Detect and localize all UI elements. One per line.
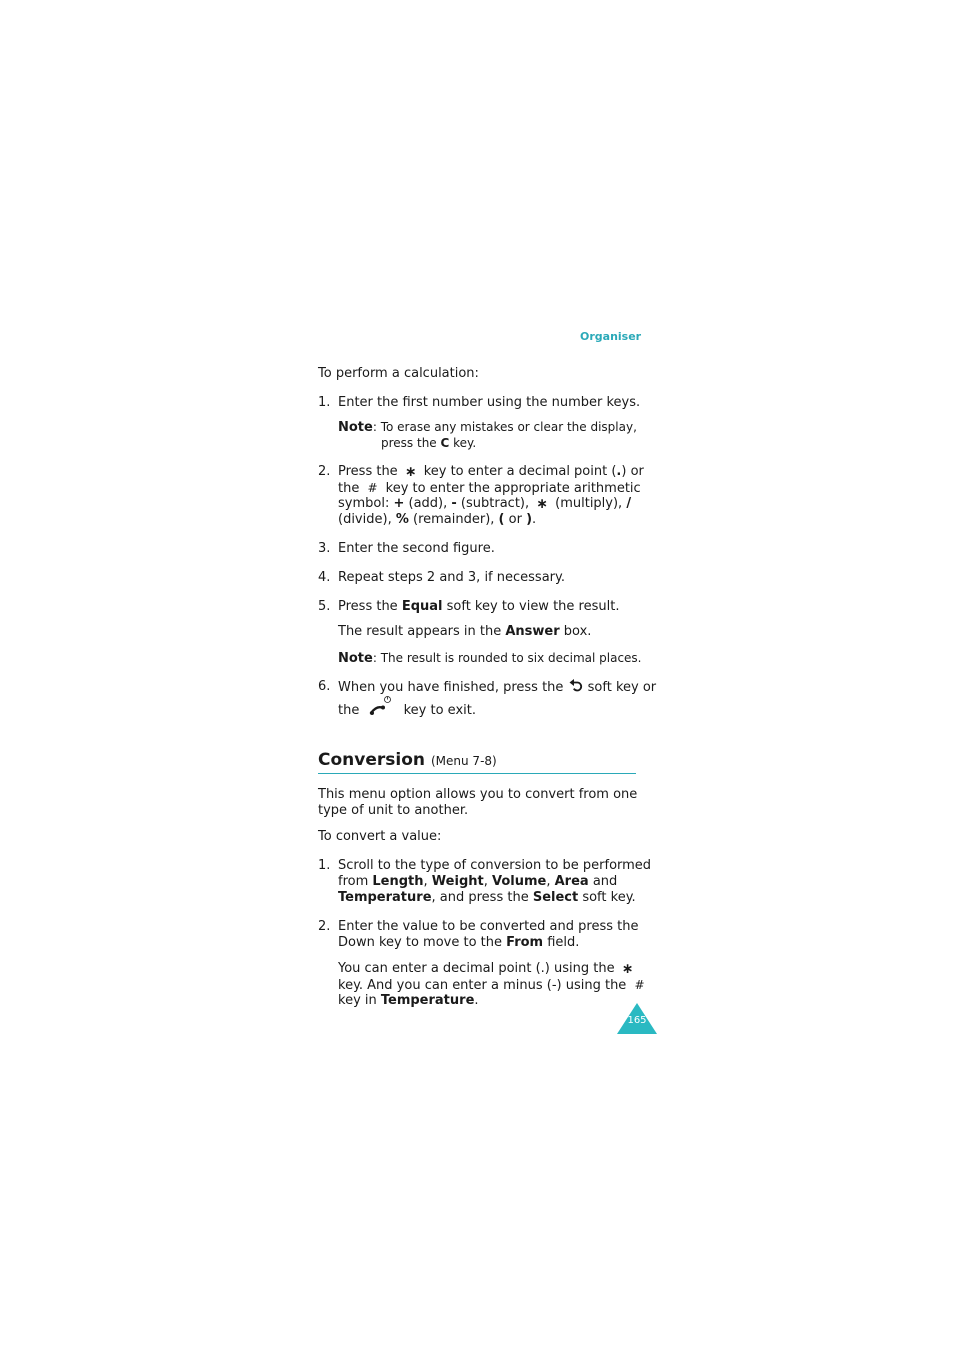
hash-key-icon: # bbox=[634, 978, 645, 992]
section-header: Organiser bbox=[580, 330, 642, 343]
step-text: (add), bbox=[404, 496, 452, 511]
step-text: or bbox=[504, 512, 527, 527]
step-text: . bbox=[474, 993, 479, 1008]
percent-symbol: % bbox=[395, 512, 409, 527]
note-label: Note bbox=[338, 420, 373, 435]
conversion-intro: To convert a value: bbox=[318, 829, 442, 844]
step-number: 3. bbox=[318, 541, 331, 556]
star-key-icon: ∗ bbox=[536, 496, 548, 512]
conversion-desc-line-2: type of unit to another. bbox=[318, 803, 469, 818]
c-key: C bbox=[440, 436, 450, 450]
conv-step-2-line-1: Enter the value to be converted and press the bbox=[338, 919, 639, 934]
calc-step-6-line-2 bbox=[338, 695, 476, 722]
step-text: . bbox=[532, 512, 537, 527]
note-text: press the bbox=[381, 436, 441, 450]
step-text: symbol: bbox=[338, 496, 394, 511]
step-text: key to enter a decimal point ( bbox=[419, 464, 617, 479]
step-text: , and press the bbox=[431, 890, 533, 905]
conv-step-1-line-1: Scroll to the type of conversion to be performed bbox=[338, 858, 652, 873]
calc-note-2 bbox=[338, 650, 642, 667]
step-number: 6. bbox=[318, 679, 331, 694]
step-text: soft key or bbox=[583, 680, 657, 695]
conversion-title bbox=[318, 749, 497, 772]
calc-step-4: Repeat steps 2 and 3, if necessary. bbox=[338, 570, 565, 585]
step-number: 2. bbox=[318, 919, 331, 934]
step-number: 5. bbox=[318, 599, 331, 614]
step-text: the bbox=[338, 703, 364, 718]
from-field-label: From bbox=[506, 935, 544, 950]
temperature-option: Temperature bbox=[338, 890, 432, 905]
end-call-icon bbox=[363, 695, 399, 722]
calc-step-2-line-4 bbox=[338, 512, 536, 528]
star-key-icon: ∗ bbox=[621, 961, 634, 977]
step-text: the bbox=[338, 481, 364, 496]
step-text: soft key. bbox=[578, 890, 636, 905]
calc-note-1 bbox=[338, 419, 637, 436]
step-text: , bbox=[546, 874, 555, 889]
step-text: , bbox=[483, 874, 492, 889]
star-key-icon: ∗ bbox=[404, 464, 417, 480]
step-text: , bbox=[423, 874, 432, 889]
answer-box-label: Answer bbox=[505, 624, 560, 639]
step-text: key in bbox=[338, 993, 381, 1008]
step-number: 1. bbox=[318, 858, 331, 873]
volume-option: Volume bbox=[492, 874, 547, 889]
conv-tip-line-2 bbox=[338, 977, 649, 994]
step-text: The result appears in the bbox=[338, 624, 506, 639]
step-text: Down key to move to the bbox=[338, 935, 507, 950]
conv-step-1-line-2 bbox=[338, 874, 617, 890]
step-text: (subtract), bbox=[456, 496, 534, 511]
note-label: Note bbox=[338, 651, 373, 666]
step-text: key to enter the appropriate arithmetic bbox=[381, 481, 641, 496]
calc-result-text bbox=[338, 624, 591, 640]
step-number: 2. bbox=[318, 464, 331, 479]
area-option: Area bbox=[554, 874, 589, 889]
right-paren-symbol: ) bbox=[526, 512, 533, 527]
calc-step-2-line-3 bbox=[338, 496, 631, 512]
calc-step-2-line-1 bbox=[338, 464, 644, 480]
conv-step-2-line-2 bbox=[338, 935, 579, 951]
plus-symbol: + bbox=[393, 496, 405, 511]
note-text: : The result is rounded to six decimal places. bbox=[372, 651, 642, 665]
hash-key-icon: # bbox=[367, 481, 378, 495]
section-divider bbox=[318, 773, 636, 774]
decimal-point-symbol: . bbox=[616, 464, 622, 479]
step-text: Press the bbox=[338, 599, 402, 614]
conv-step-1-line-3 bbox=[338, 890, 636, 906]
step-text: Press the bbox=[338, 464, 402, 479]
weight-option: Weight bbox=[431, 874, 484, 889]
step-text: (multiply), bbox=[551, 496, 627, 511]
back-arrow-icon bbox=[568, 679, 584, 699]
calc-step-1: Enter the first number using the number keys. bbox=[338, 395, 641, 410]
step-text: (remainder), bbox=[408, 512, 499, 527]
conv-tip-line-3 bbox=[338, 993, 479, 1009]
step-text: key to exit. bbox=[399, 703, 476, 718]
note-text: key. bbox=[449, 436, 477, 450]
step-text: ) or bbox=[621, 464, 644, 479]
minus-symbol: - bbox=[451, 496, 457, 511]
step-text: (divide), bbox=[338, 512, 396, 527]
calc-step-3: Enter the second figure. bbox=[338, 541, 495, 556]
conversion-desc-line-1: This menu option allows you to convert from one bbox=[318, 787, 638, 802]
left-paren-symbol: ( bbox=[498, 512, 505, 527]
section-title-text: Conversion bbox=[318, 750, 425, 770]
page-number: 165 bbox=[627, 1015, 647, 1026]
step-text: box. bbox=[559, 624, 592, 639]
select-key: Select bbox=[532, 890, 579, 905]
calc-step-2-line-2 bbox=[338, 480, 641, 497]
step-number: 1. bbox=[318, 395, 331, 410]
note-text: : To erase any mistakes or clear the display, bbox=[372, 420, 637, 434]
equal-key: Equal bbox=[401, 599, 443, 614]
slash-symbol: / bbox=[626, 496, 632, 511]
calc-intro: To perform a calculation: bbox=[318, 366, 479, 381]
step-number: 4. bbox=[318, 570, 331, 585]
step-text: You can enter a decimal point (.) using the bbox=[338, 961, 619, 976]
step-text: from bbox=[338, 874, 373, 889]
calc-step-5 bbox=[338, 599, 619, 615]
step-text: When you have finished, press the bbox=[338, 680, 568, 695]
calc-note-1-line-2 bbox=[381, 435, 476, 451]
conv-tip-line-1 bbox=[338, 961, 636, 977]
step-text: key. And you can enter a minus (-) using the bbox=[338, 978, 631, 993]
step-text: soft key to view the result. bbox=[442, 599, 620, 614]
temperature-option: Temperature bbox=[380, 993, 475, 1008]
step-text: and bbox=[588, 874, 618, 889]
menu-number: (Menu 7-8) bbox=[430, 754, 497, 768]
step-text: field. bbox=[543, 935, 580, 950]
length-option: Length bbox=[372, 874, 424, 889]
